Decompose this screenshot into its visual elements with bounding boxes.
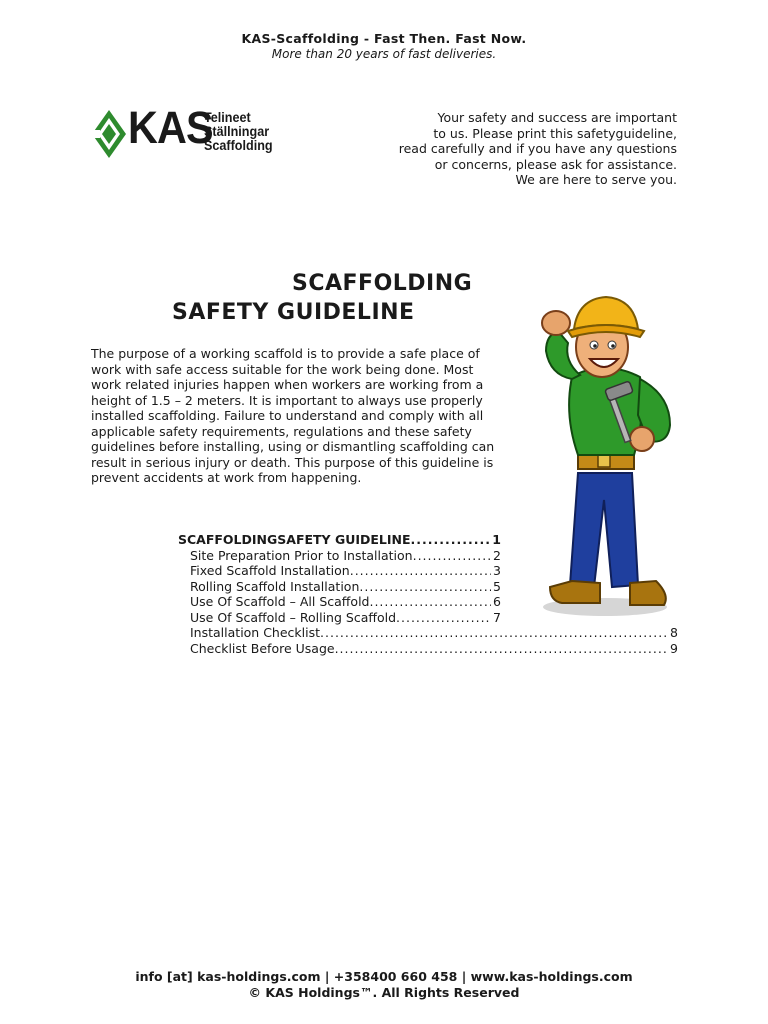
intro-text [367, 110, 677, 188]
toc-entry-page: 8 [670, 625, 678, 640]
toc-entry[interactable] [190, 594, 501, 610]
toc-entry[interactable] [190, 641, 678, 657]
toc-entry-label: Installation Checklist [190, 625, 321, 640]
toc-entry-page: 6 [493, 594, 501, 609]
toc-main-label: SCAFFOLDINGSAFETY GUIDELINE [178, 532, 411, 547]
logo-line-3: Scaffolding [204, 137, 273, 153]
header-title: KAS-Scaffolding - Fast Then. Fast Now. [241, 31, 527, 46]
toc-entry-label: Checklist Before Usage [190, 640, 335, 656]
toc-entry[interactable] [190, 579, 501, 595]
purpose-paragraph: The purpose of a working scaffold is to provide a safe place of work with safe access suitable for the work being done. Most work related injuries happen when workers are working from a height of 1.5 – 2 meters. It is important to always use properly installed scaffolding. Failure to understand and comply with all applicable safety requirements, regulations and these safety guidelines before installing, using or dismantling scaffolding can result in serious injury or death. This purpose of this guideline is prevent accidents at work from happening. [91, 346, 495, 485]
footer-copyright: © KAS Holdings™. All Rights Reserved [248, 985, 520, 1000]
intro-line: or concerns, please ask for assistance. [434, 156, 677, 172]
construction-worker-icon [520, 295, 685, 625]
logo-brand: KAS [128, 102, 213, 153]
toc-entry[interactable] [190, 548, 501, 564]
toc-entry[interactable] [190, 625, 678, 641]
logo-tagline [204, 110, 273, 152]
document-title-line-2: SAFETY GUIDELINE [172, 300, 415, 325]
toc-entry-page: 2 [493, 547, 501, 563]
toc-entry-page: 3 [493, 563, 501, 578]
intro-line: Your safety and success are important [437, 110, 677, 125]
intro-line: We are here to serve you. [515, 172, 677, 187]
footer-contact: info [at] kas-holdings.com | +358400 660 458 | www.kas-holdings.com [135, 969, 633, 984]
toc-entry[interactable] [190, 563, 501, 579]
toc-entry-page: 9 [670, 640, 678, 656]
logo-line-2: Ställningar [204, 123, 270, 139]
toc-entry-label: Use Of Scaffold – Rolling Scaffold [190, 609, 397, 625]
kas-diamond-icon [90, 108, 128, 160]
toc-main-page: 1 [492, 532, 501, 547]
document-title-line-1: SCAFFOLDING [292, 271, 473, 296]
intro-line: read carefully and if you have any questions [398, 141, 677, 156]
intro-line: to us. Please print this safetyguideline, [433, 125, 677, 141]
toc-entry-page: 5 [493, 578, 501, 594]
logo-line-1: Telineet [204, 109, 251, 125]
toc-entry-label: Use Of Scaffold – All Scaffold [190, 594, 370, 609]
toc-entry-label: Site Preparation Prior to Installation [190, 547, 413, 563]
toc-entry[interactable] [190, 610, 501, 626]
toc-entry-page: 7 [493, 609, 501, 625]
header-subtitle: More than 20 years of fast deliveries. [271, 47, 497, 61]
toc-main-entry[interactable] [178, 532, 501, 548]
toc-entry-label: Fixed Scaffold Installation [190, 563, 350, 578]
kas-logo [90, 102, 290, 160]
toc-entry-label: Rolling Scaffold Installation [190, 578, 360, 594]
